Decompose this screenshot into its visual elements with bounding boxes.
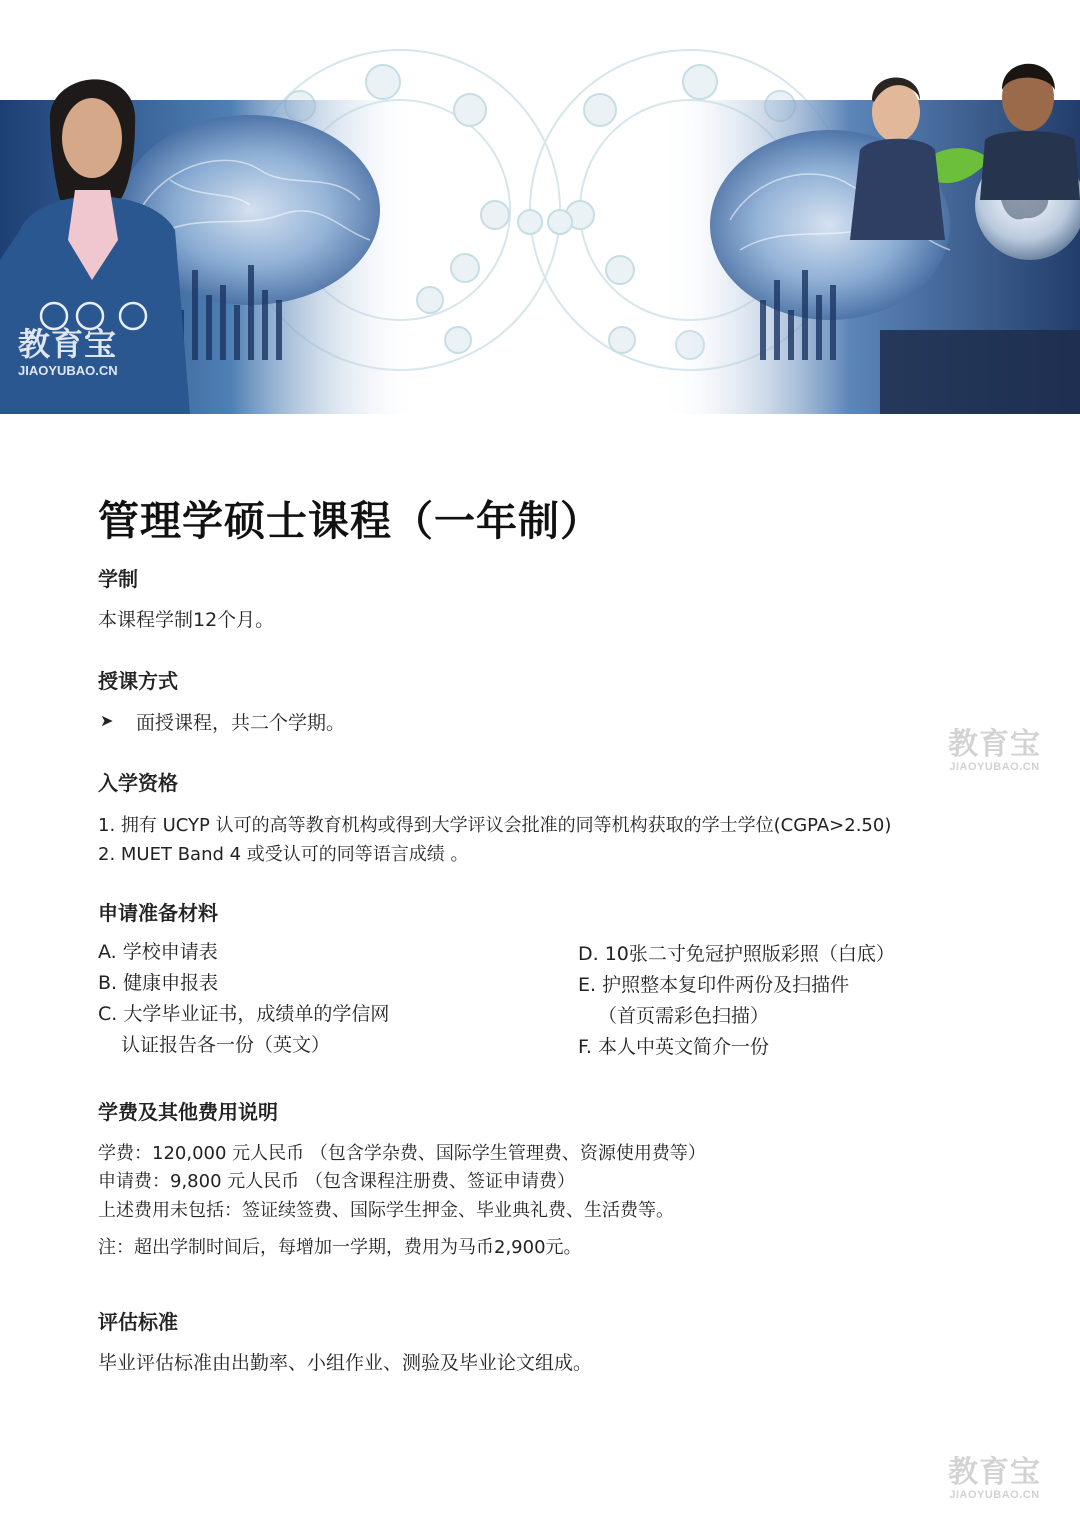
fees-excluded: 上述费用未包括：签证续签费、国际学生押金、毕业典礼费、生活费等。	[98, 1200, 674, 1221]
banner-watermark-cn: 教育宝	[18, 325, 118, 363]
banner-watermark	[18, 325, 118, 378]
duration-text: 本课程学制12个月。	[98, 609, 275, 631]
header-banner	[0, 0, 1080, 414]
materials-item-c: C. 大学毕业证书，成绩单的学信网	[98, 1003, 390, 1025]
materials-item-d: D. 10张二寸免冠护照版彩照（白底）	[578, 943, 895, 965]
banner-watermark-en: JIAOYUBAO.CN	[18, 363, 118, 378]
admission-item-1: 1. 拥有 UCYP 认可的高等教育机构或得到大学评议会批准的同等机构获取的学士学位(CGPA>2.50)	[98, 815, 892, 836]
arrow-bullet-icon: ➤	[100, 711, 114, 730]
materials-item-e-cont: （首页需彩色扫描）	[598, 1005, 770, 1027]
fees-heading: 学费及其他费用说明	[98, 1100, 278, 1124]
footer-watermark-en: JIAOYUBAO.CN	[949, 1489, 1040, 1501]
materials-item-e: E. 护照整本复印件两份及扫描件	[578, 974, 850, 996]
side-watermark-en: JIAOYUBAO.CN	[949, 761, 1040, 773]
fees-note: 注：超出学制时间后，每增加一学期，费用为马币2,900元。	[98, 1237, 582, 1258]
fees-application: 申请费：9,800 元人民币 （包含课程注册费、签证申请费）	[98, 1171, 575, 1192]
materials-item-b: B. 健康申报表	[98, 972, 219, 994]
materials-heading: 申请准备材料	[98, 901, 218, 925]
teaching-heading: 授课方式	[98, 669, 178, 693]
fees-tuition: 学费：120,000 元人民币 （包含学杂费、国际学生管理费、资源使用费等）	[98, 1143, 706, 1164]
footer-watermark	[948, 1455, 1041, 1501]
page-title: 管理学硕士课程（一年制）	[98, 497, 602, 545]
materials-item-f: F. 本人中英文简介一份	[578, 1036, 769, 1058]
banner-illustration	[0, 0, 1080, 414]
admission-item-2: 2. MUET Band 4 或受认可的同等语言成绩 。	[98, 844, 469, 865]
assessment-text: 毕业评估标准由出勤率、小组作业、测验及毕业论文组成。	[98, 1352, 593, 1374]
materials-item-a: A. 学校申请表	[98, 941, 218, 963]
footer-watermark-cn: 教育宝	[948, 1455, 1041, 1490]
assessment-heading: 评估标准	[98, 1310, 178, 1334]
side-watermark	[948, 727, 1041, 773]
duration-heading: 学制	[98, 567, 138, 591]
materials-item-c-cont: 认证报告各一份（英文）	[121, 1034, 331, 1056]
side-watermark-cn: 教育宝	[948, 727, 1041, 762]
admission-heading: 入学资格	[98, 771, 178, 795]
teaching-item: 面授课程，共二个学期。	[136, 712, 346, 734]
